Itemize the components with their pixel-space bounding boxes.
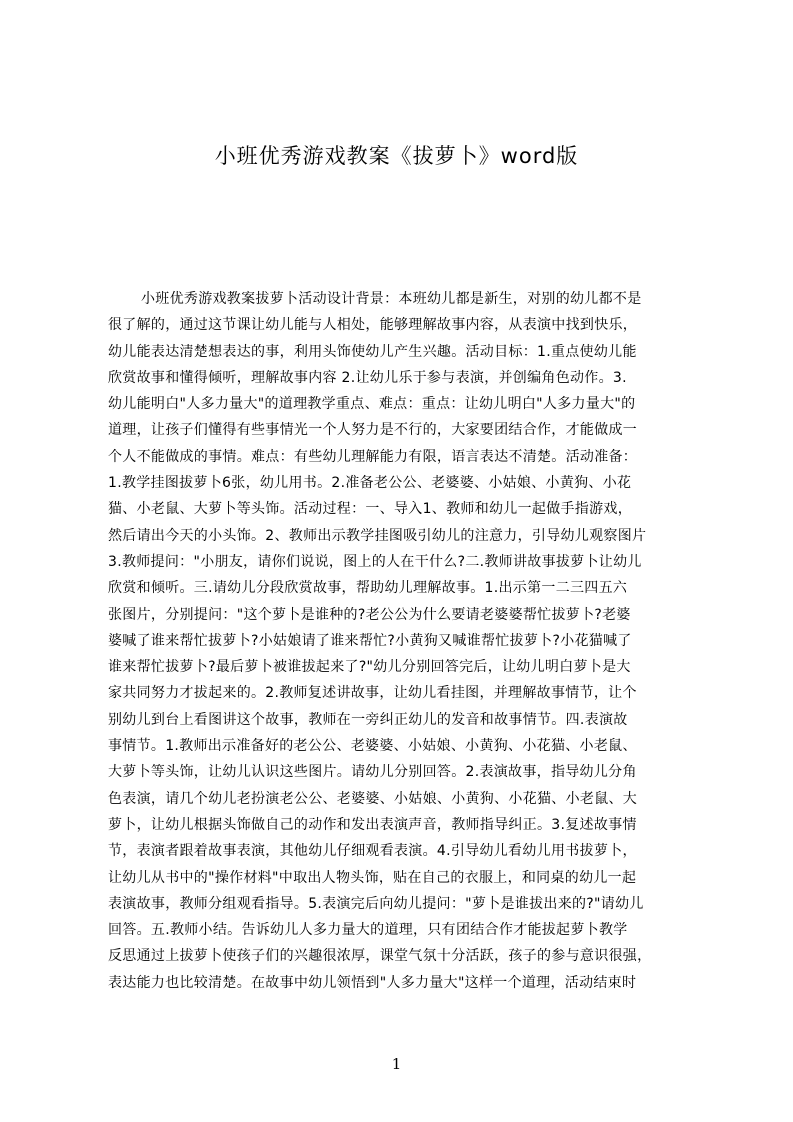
body-line: 表达能力也比较清楚。在故事中幼儿领悟到"人多力量大"这样一个道理，活动结束时	[108, 974, 637, 991]
body-line: 色表演，请几个幼儿老扮演老公公、老婆婆、小姑娘、小黄狗、小花猫、小老鼠、大	[108, 790, 638, 807]
body-line: 家共同努力才拔起来的。2.教师复述讲故事，让幼儿看挂图，并理解故事情节，让个	[108, 685, 637, 702]
body-line: 张图片，分别提问："这个萝卜是谁种的?老公公为什么要请老婆婆帮忙拔萝卜?老婆	[108, 606, 631, 623]
body-line: 幼儿能明白"人多力量大"的道理教学重点、难点：重点：让幼儿明白"人多力量大"的	[108, 396, 636, 413]
body-line: 反思通过上拔萝卜使孩子们的兴趣很浓厚，课堂气氛十分活跃，孩子的参与意识很强，	[108, 948, 652, 965]
body-line: 欣赏故事和懂得倾听，理解故事内容 2.让幼儿乐于参与表演，并创编角色动作。3.	[108, 369, 627, 386]
body-line: 然后请出今天的小头饰。2、教师出示教学挂图吸引幼儿的注意力，引导幼儿观察图片	[108, 527, 647, 544]
body-line: 回答。五.教师小结。告诉幼儿人多力量大的道理，只有团结合作才能拔起萝卜教学	[108, 922, 628, 939]
body-line: 谁来帮忙拔萝卜?最后萝卜被谁拔起来了?"幼儿分别回答完后，让幼儿明白萝卜是大	[108, 659, 631, 676]
body-line: 表演故事，教师分组观看指导。5.表演完后向幼儿提问："萝卜是谁拔出来的?"请幼儿	[108, 895, 644, 912]
body-line: 个人不能做成的事情。难点：有些幼儿理解能力有限，语言表达不清楚。活动准备：	[108, 448, 638, 465]
body-line: 很了解的，通过这节课让幼儿能与人相处，能够理解故事内容，从表演中找到快乐，	[108, 317, 638, 334]
document-title: 小班优秀游戏教案《拔萝卜》word版	[214, 144, 579, 168]
body-line: 欣赏和倾听。三.请幼儿分段欣赏故事，帮助幼儿理解故事。1.出示第一二三四五六	[108, 580, 628, 597]
body-line: 幼儿能表达清楚想表达的事，利用头饰使幼儿产生兴趣。活动目标：1.重点使幼儿能	[108, 343, 637, 360]
body-line: 大萝卜等头饰，让幼儿认识这些图片。请幼儿分别回答。2.表演故事，指导幼儿分角	[108, 764, 637, 781]
body-line: 婆喊了谁来帮忙拔萝卜?小姑娘请了谁来帮忙?小黄狗又喊谁帮忙拔萝卜?小花猫喊了	[108, 632, 632, 649]
body-line: 别幼儿到台上看图讲这个故事，教师在一旁纠正幼儿的发音和故事情节。四.表演故	[108, 711, 628, 728]
body-line: 小班优秀游戏教案拔萝卜活动设计背景：本班幼儿都是新生，对别的幼儿都不是	[141, 291, 642, 307]
document-body	[108, 286, 698, 996]
body-line: 猫、小老鼠、大萝卜等头饰。活动过程：一、导入1、教师和幼儿一起做手指游戏，	[108, 501, 633, 518]
body-line: 让幼儿从书中的"操作材料"中取出人物头饰，贴在自己的衣服上，和同桌的幼儿一起	[108, 869, 637, 886]
body-line: 道理，让孩子们懂得有些事情光一个人努力是不行的，大家要团结合作，才能做成一	[108, 422, 638, 439]
body-line: 1.教学挂图拔萝卜6张，幼儿用书。2.准备老公公、老婆婆、小姑娘、小黄狗、小花	[108, 475, 632, 492]
body-line: 萝卜，让幼儿根据头饰做自己的动作和发出表演声音，教师指导纠正。3.复述故事情	[108, 816, 637, 833]
body-line: 事情节。1.教师出示准备好的老公公、老婆婆、小姑娘、小黄狗、小花猫、小老鼠、	[108, 738, 637, 755]
body-line: 节，表演者跟着故事表演，其他幼儿仔细观看表演。4.引导幼儿看幼儿用书拔萝卜，	[108, 843, 637, 860]
page-number: 1	[391, 1055, 402, 1073]
body-line: 3.教师提问："小朋友，请你们说说，图上的人在干什么?二.教师讲故事拔萝卜让幼儿	[108, 553, 642, 570]
